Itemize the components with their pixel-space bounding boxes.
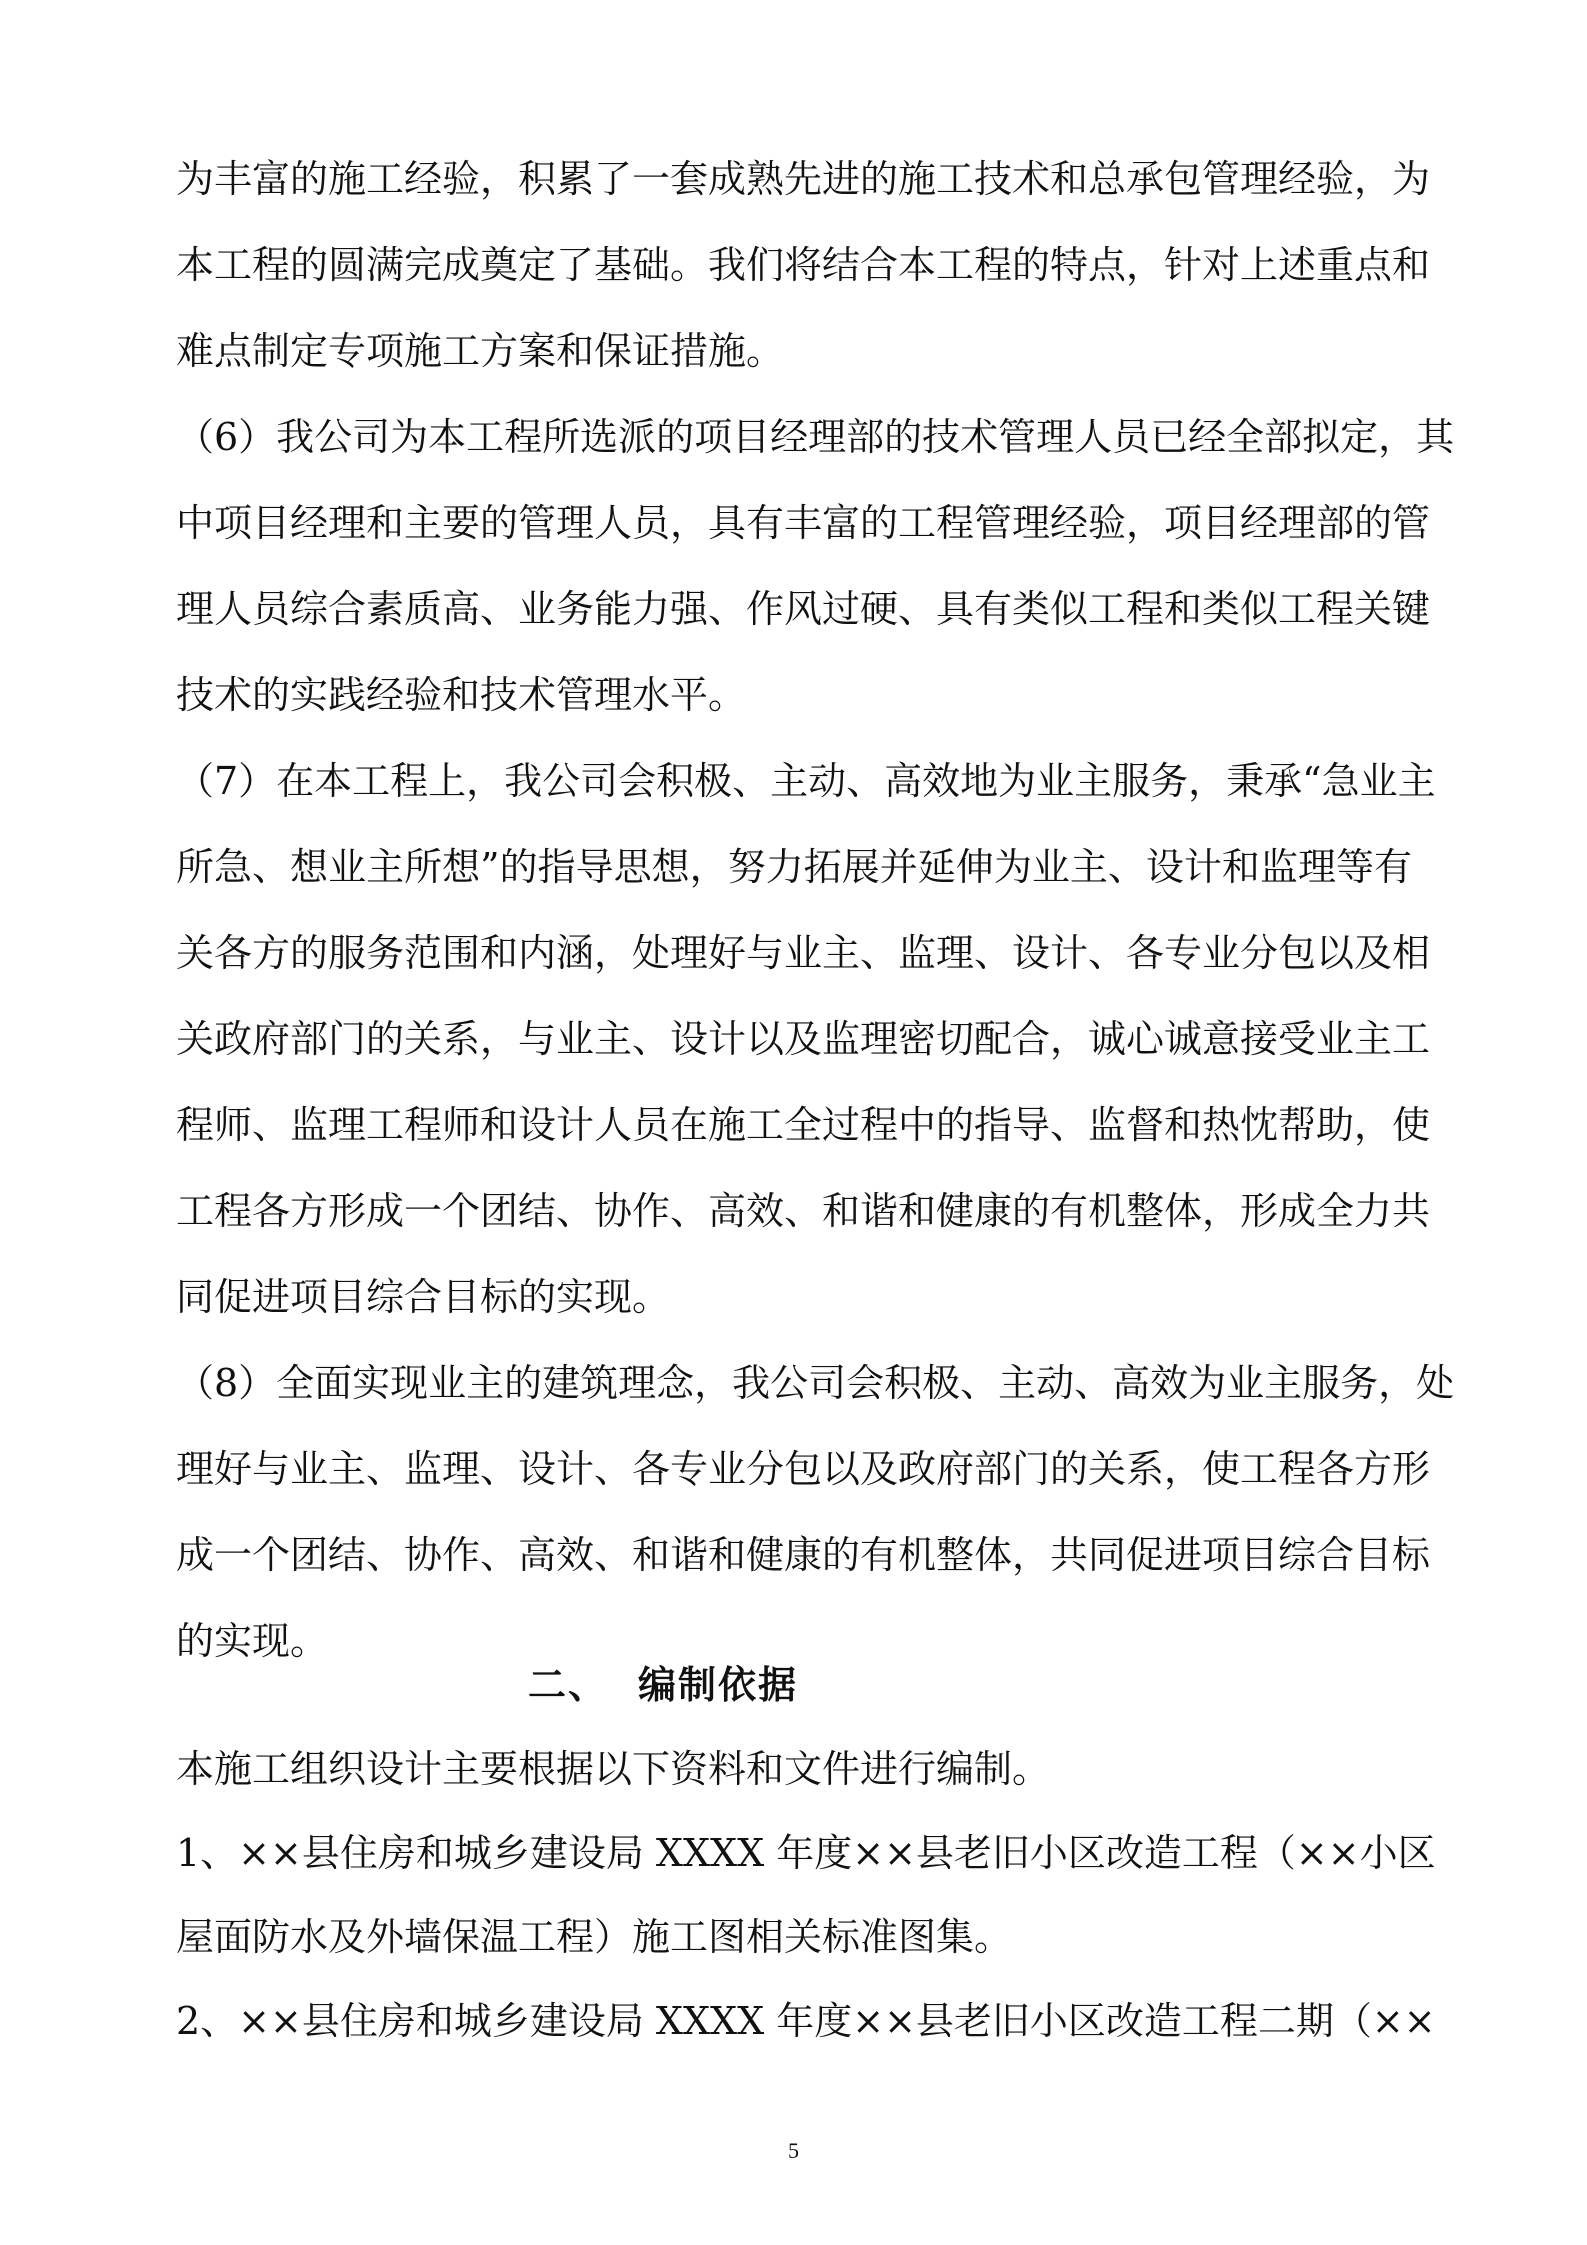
text-line: 理人员综合素质高、业务能力强、作风过硬、具有类似工程和类似工程关键 bbox=[176, 587, 1431, 631]
text-line: 关各方的服务范围和内涵，处理好与业主、监理、设计、各专业分包以及相 bbox=[176, 931, 1431, 975]
text-line: 所急、想业主所想”的指导思想，努力拓展并延伸为业主、设计和监理等有 bbox=[176, 845, 1412, 889]
text-line: 为丰富的施工经验，积累了一套成熟先进的施工技术和总承包管理经验，为 bbox=[176, 157, 1431, 201]
text-line: 的实现。 bbox=[176, 1619, 329, 1663]
text-line: 技术的实践经验和技术管理水平。 bbox=[176, 673, 747, 717]
text-line: 理好与业主、监理、设计、各专业分包以及政府部门的关系，使工程各方形 bbox=[176, 1447, 1431, 1491]
text-line: （6）我公司为本工程所选派的项目经理部的技术管理人员已经全部拟定，其 bbox=[176, 415, 1455, 459]
text-line: 中项目经理和主要的管理人员，具有丰富的工程管理经验，项目经理部的管 bbox=[176, 501, 1431, 545]
text-line: 同促进项目综合目标的实现。 bbox=[176, 1275, 671, 1319]
text-line: 成一个团结、协作、高效、和谐和健康的有机整体，共同促进项目综合目标 bbox=[176, 1533, 1431, 1577]
text-line: 2、××县住房和城乡建设局 XXXX 年度××县老旧小区改造工程二期（×× bbox=[176, 1999, 1436, 2043]
text-line: 1、××县住房和城乡建设局 XXXX 年度××县老旧小区改造工程（××小区 bbox=[176, 1831, 1436, 1875]
section-heading bbox=[528, 1661, 798, 1709]
section-title: 编制依据 bbox=[638, 1662, 799, 1707]
text-line: 工程各方形成一个团结、协作、高效、和谐和健康的有机整体，形成全力共 bbox=[176, 1189, 1431, 1233]
text-line: （7）在本工程上，我公司会积极、主动、高效地为业主服务，秉承“急业主 bbox=[176, 759, 1436, 803]
text-line: （8）全面实现业主的建筑理念，我公司会积极、主动、高效为业主服务，处 bbox=[176, 1361, 1455, 1405]
section-number: 二、 bbox=[528, 1662, 609, 1707]
text-line: 难点制定专项施工方案和保证措施。 bbox=[176, 329, 785, 373]
text-line: 屋面防水及外墙保温工程）施工图相关标准图集。 bbox=[176, 1915, 1013, 1959]
text-line: 程师、监理工程师和设计人员在施工全过程中的指导、监督和热忱帮助，使 bbox=[176, 1103, 1431, 1147]
text-line: 本工程的圆满完成奠定了基础。我们将结合本工程的特点，针对上述重点和 bbox=[176, 243, 1431, 287]
intro-line: 本施工组织设计主要根据以下资料和文件进行编制。 bbox=[176, 1747, 1051, 1791]
page-number: 5 bbox=[788, 2138, 799, 2163]
text-line: 关政府部门的关系，与业主、设计以及监理密切配合，诚心诚意接受业主工 bbox=[176, 1017, 1431, 1061]
